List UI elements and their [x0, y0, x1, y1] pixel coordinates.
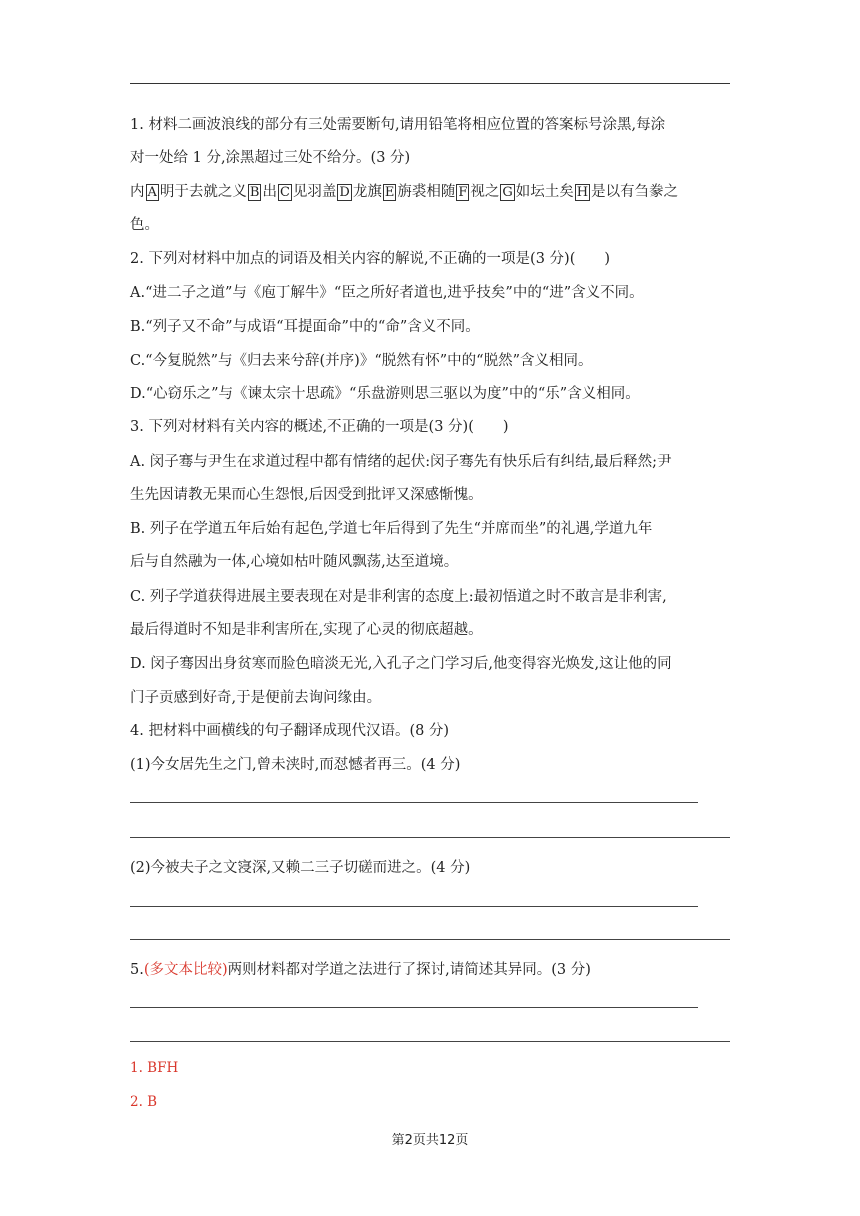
- top-rule: [130, 83, 730, 84]
- q4-sentence-1: (1)今女居先生之门,曾未浃时,而怼憾者再三。(4 分): [130, 757, 461, 773]
- q3-option-d-line1: D. 闵子骞因出身贫寒而脸色暗淡无光,入孔子之门学习后,他变得容光焕发,这让他的同: [130, 656, 672, 672]
- q1-seg: 见羽盖: [292, 184, 337, 200]
- answer-line[interactable]: [130, 906, 698, 907]
- q1-marker-f[interactable]: F: [458, 185, 468, 200]
- q1-marker-g[interactable]: G: [502, 185, 513, 200]
- q1-sentence-end: 色。: [130, 217, 159, 233]
- q1-marker-h[interactable]: H: [576, 185, 589, 200]
- q3-option-c-line2: 最后得道时不知是非利害所在,实现了心灵的彻底超越。: [130, 622, 483, 638]
- q2-option-c: C.“今复脱然”与《归去来兮辞(并序)》“脱然有怀”中的“脱然”含义相同。: [130, 353, 593, 369]
- q2-stem: 2. 下列对材料中加点的词语及相关内容的解说,不正确的一项是(3 分)( ): [130, 251, 611, 267]
- q3-option-c-line1: C. 列子学道获得进展主要表现在对是非利害的态度上:最初悟道之时不敢言是非利害,: [130, 589, 667, 605]
- answer-line[interactable]: [130, 1041, 730, 1042]
- q1-marker-a[interactable]: A: [147, 185, 157, 200]
- q1-marker-d[interactable]: D: [339, 185, 350, 200]
- q3-option-b-line2: 后与自然融为一体,心境如枯叶随风飘荡,达至道境。: [130, 554, 459, 570]
- q1-seg: 是以有刍豢之: [591, 184, 679, 200]
- answer-line[interactable]: [130, 1007, 698, 1008]
- q3-option-b-line1: B. 列子在学道五年后始有起色,学道七年后得到了先生“并席而坐”的礼遇,学道九年: [130, 521, 653, 537]
- q5-number: 5.: [130, 962, 144, 978]
- q2-option-d: D.“心窃乐之”与《谏太宗十思疏》“乐盘游则思三驱以为度”中的“乐”含义相同。: [130, 386, 640, 402]
- q3-option-d-line2: 门子贡感到好奇,于是便前去询问缘由。: [130, 690, 382, 706]
- answer-2: 2. B: [130, 1094, 158, 1110]
- q1-seg: 内: [130, 184, 145, 200]
- q1-seg: 视之: [470, 184, 500, 200]
- q2-option-b: B.“列子又不命”与成语“耳提面命”中的“命”含义不同。: [130, 319, 480, 335]
- q1-seg: 明于去就之义: [159, 184, 247, 200]
- q3-option-a-line1: A. 闵子骞与尹生在求道过程中都有情绪的起伏:闵子骞先有快乐后有纠结,最后释然;尹: [130, 454, 672, 470]
- q5-text: 两则材料都对学道之法进行了探讨,请简述其异同。(3 分): [227, 962, 591, 978]
- q1-stem-line1: 1. 材料二画波浪线的部分有三处需要断句,请用铅笔将相应位置的答案标号涂黑,每涂: [130, 117, 666, 133]
- answer-line[interactable]: [130, 939, 730, 940]
- q2-option-a: A.“进二子之道”与《庖丁解牛》“臣之所好者道也,进乎技矣”中的“进”含义不同。: [130, 285, 644, 301]
- q3-stem: 3. 下列对材料有关内容的概述,不正确的一项是(3 分)( ): [130, 419, 509, 435]
- q1-stem-line2: 对一处给 1 分,涂黑超过三处不给分。(3 分): [130, 150, 411, 166]
- q1-marker-e[interactable]: E: [384, 185, 395, 200]
- q1-seg: 如坛土矣: [515, 184, 574, 200]
- q1-seg: 龙旗: [352, 184, 382, 200]
- q4-stem: 4. 把材料中画横线的句子翻译成现代汉语。(8 分): [130, 723, 450, 739]
- answer-line[interactable]: [130, 802, 698, 803]
- q1-seg: 旃裘相随: [397, 184, 456, 200]
- q1-marker-b[interactable]: B: [249, 185, 260, 200]
- q1-seg: 出: [262, 184, 277, 200]
- q3-option-a-line2: 生先因请教无果而心生怨恨,后因受到批评又深感惭愧。: [130, 487, 483, 503]
- answer-line[interactable]: [130, 837, 730, 838]
- q5-tag: (多文本比较): [143, 962, 228, 978]
- page-footer: 第2页共12页: [391, 1133, 469, 1148]
- q1-sentence: [130, 180, 678, 201]
- q1-marker-c[interactable]: C: [279, 185, 290, 200]
- answer-1: 1. BFH: [130, 1060, 179, 1076]
- q5-stem: [130, 958, 591, 979]
- q4-sentence-2: (2)今被夫子之文寖深,又赖二三子切磋而进之。(4 分): [130, 860, 471, 876]
